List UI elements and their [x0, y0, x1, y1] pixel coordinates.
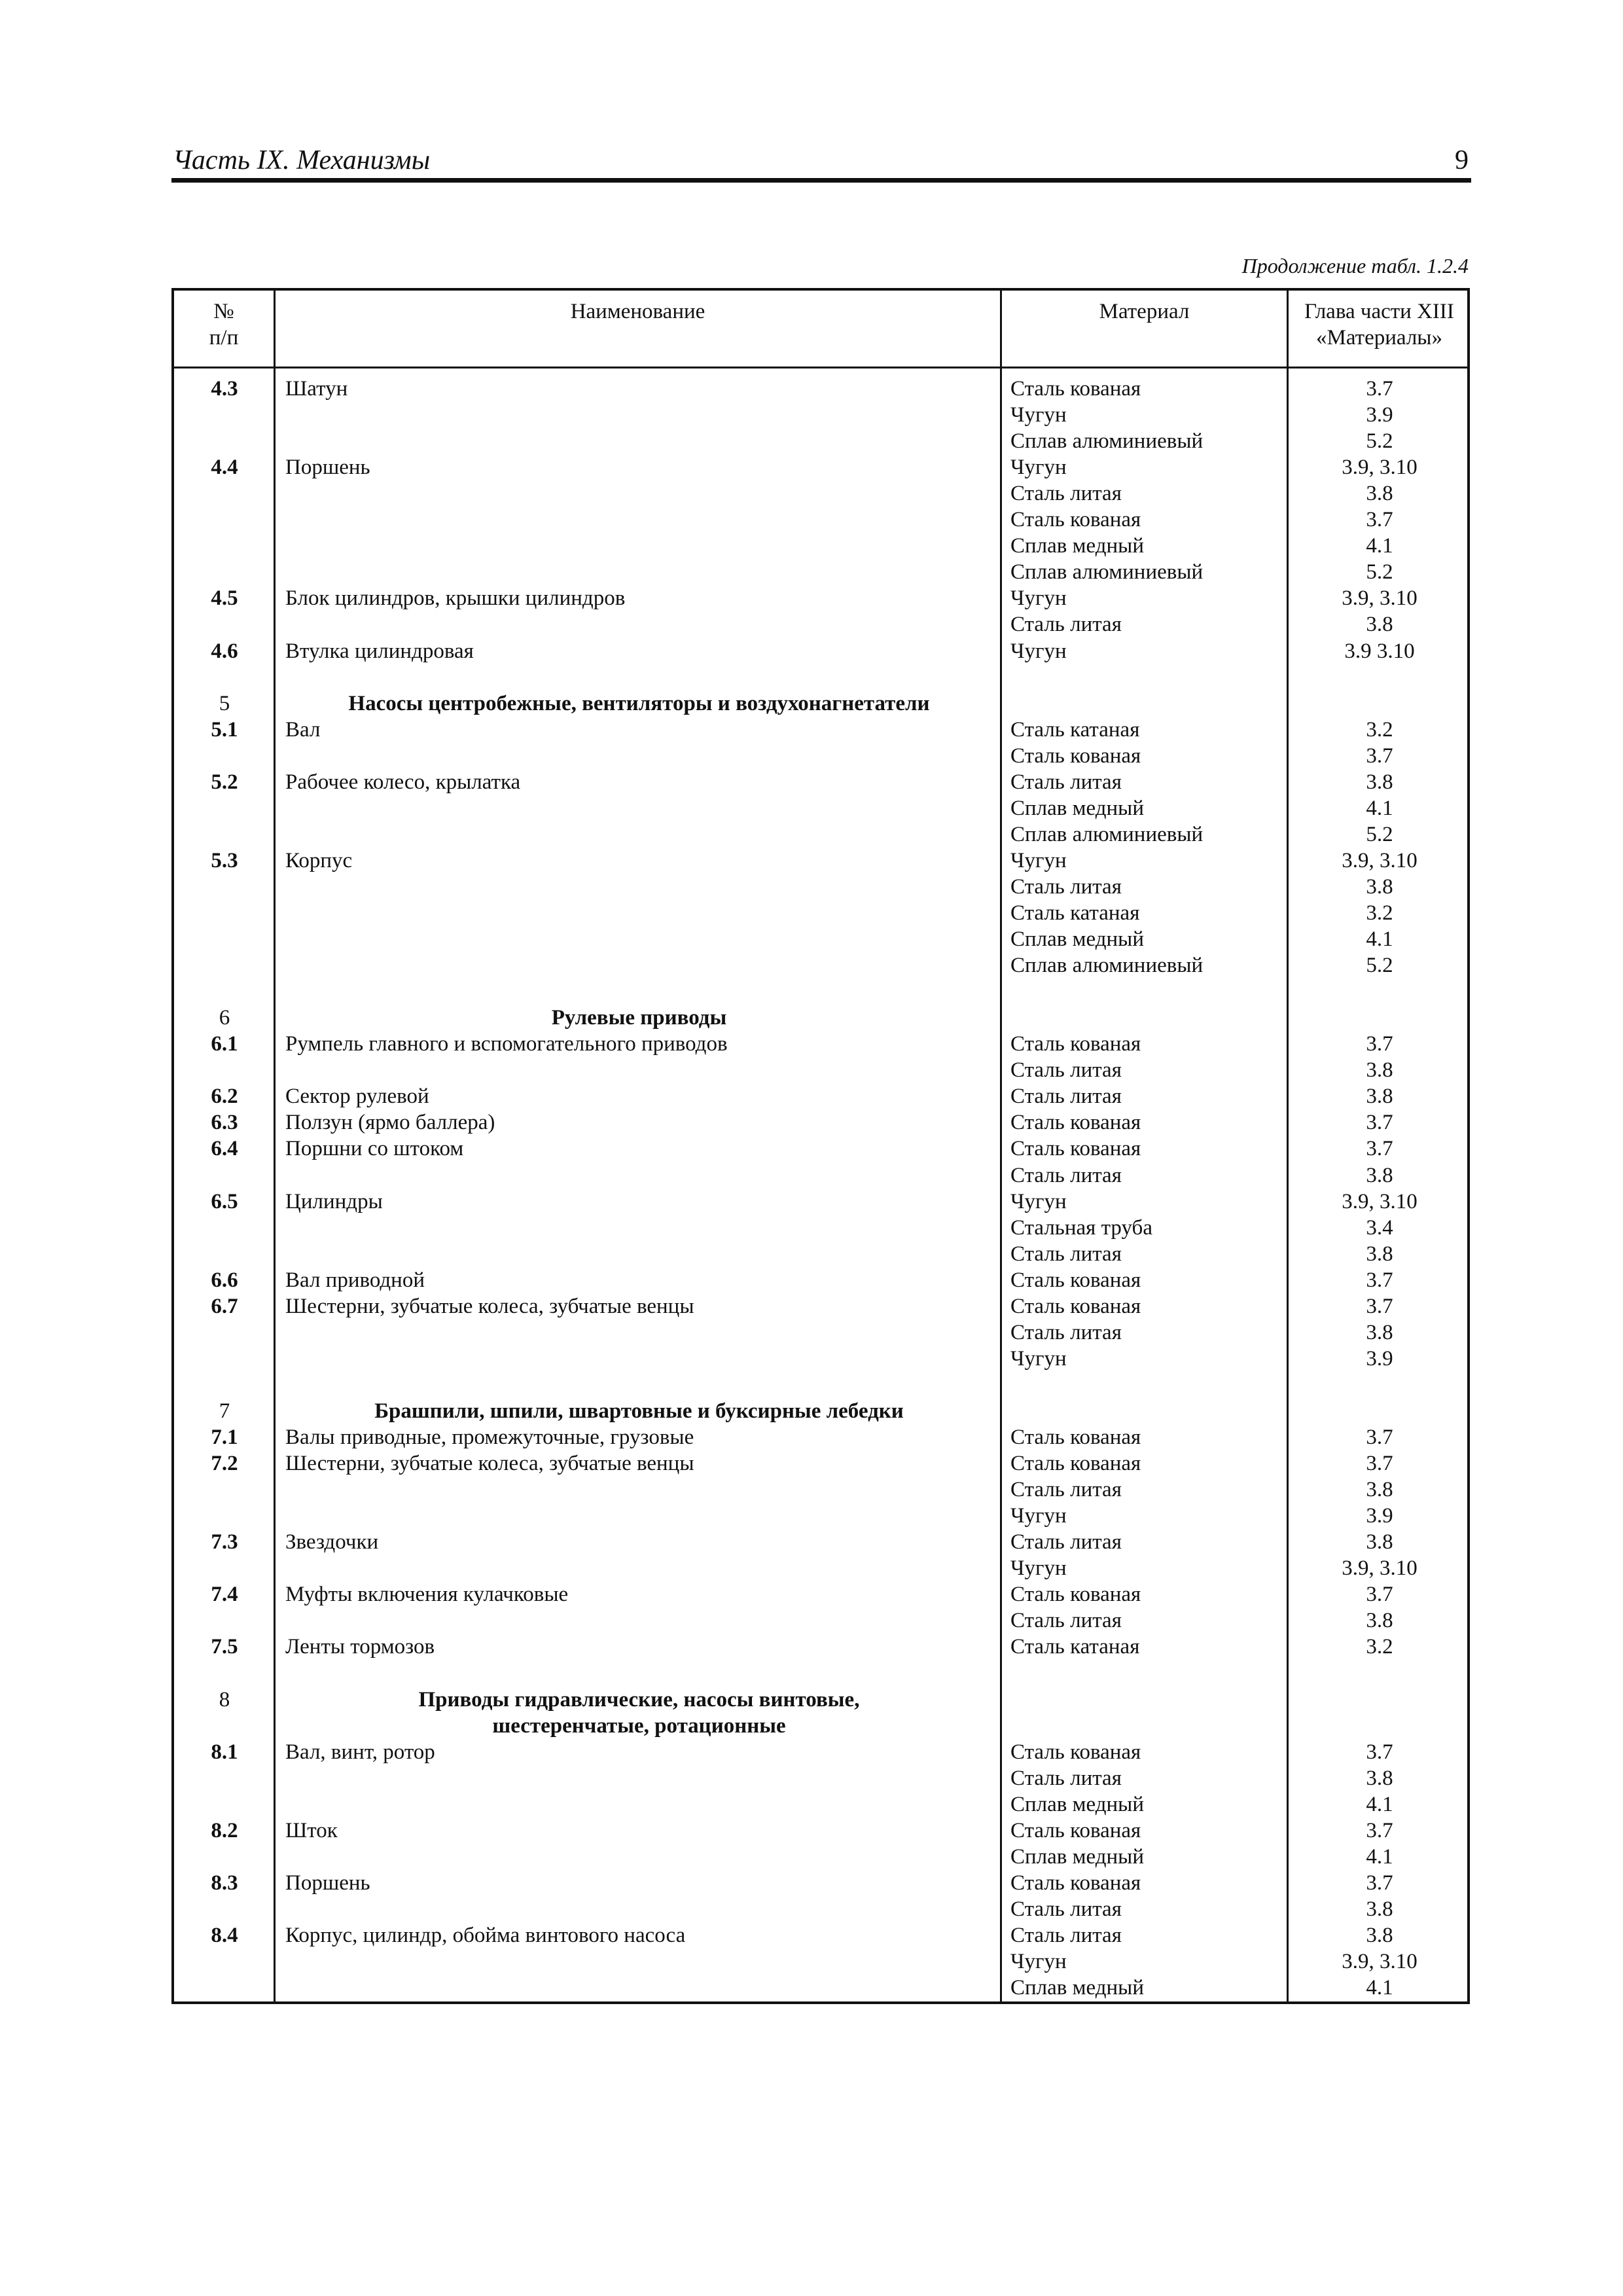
- chapter-cell: 3.7: [1366, 744, 1393, 768]
- chapter-cell: 3.2: [1366, 901, 1393, 925]
- item-number: 6.4: [211, 1137, 238, 1160]
- item-number: 8.3: [211, 1871, 238, 1895]
- material-cell: Сталь кованая: [1010, 508, 1141, 531]
- chapter-cell: 3.7: [1366, 1137, 1393, 1160]
- chapter-cell: 3.8: [1366, 1609, 1393, 1632]
- material-cell: Сталь литая: [1010, 875, 1122, 899]
- section-title: Рулевые приводы: [551, 1006, 727, 1030]
- chapter-cell: 3.9, 3.10: [1342, 1190, 1418, 1213]
- item-name: Рабочее колесо, крылатка: [285, 770, 521, 794]
- section-number: 8: [219, 1688, 230, 1712]
- section-number: 5: [219, 692, 230, 715]
- item-name: Поршень: [285, 1871, 370, 1895]
- item-name: Сектор рулевой: [285, 1085, 429, 1108]
- material-cell: Сталь кованая: [1010, 377, 1141, 401]
- chapter-cell: 3.2: [1366, 718, 1393, 742]
- material-cell: Сталь литая: [1010, 1321, 1122, 1344]
- chapter-cell: 3.7: [1366, 1583, 1393, 1606]
- chapter-cell: 3.9, 3.10: [1342, 1556, 1418, 1580]
- chapter-cell: 3.8: [1366, 875, 1393, 899]
- item-name: Румпель главного и вспомогательного приводов: [285, 1032, 728, 1056]
- item-number: 6.2: [211, 1085, 238, 1108]
- material-cell: Сплав медный: [1010, 927, 1144, 951]
- chapter-cell: 3.8: [1366, 1924, 1393, 1947]
- section-title: шестеренчатые, ротационные: [492, 1714, 786, 1738]
- material-cell: Сталь литая: [1010, 1897, 1122, 1921]
- item-name: Блок цилиндров, крышки цилиндров: [285, 586, 626, 610]
- chapter-cell: 3.9, 3.10: [1342, 849, 1418, 872]
- chapter-cell: 3.7: [1366, 377, 1393, 401]
- running-head: [171, 143, 1471, 178]
- part-title: Часть IX. Механизмы: [173, 145, 431, 175]
- chapter-cell: 3.9, 3.10: [1342, 586, 1418, 610]
- item-number: 7.2: [211, 1452, 238, 1475]
- material-cell: Сплав алюминиевый: [1010, 429, 1204, 453]
- material-cell: Сплав алюминиевый: [1010, 954, 1204, 977]
- item-name: Ползун (ярмо баллера): [285, 1111, 495, 1134]
- chapter-cell: 3.8: [1366, 613, 1393, 636]
- chapter-cell: 3.8: [1366, 770, 1393, 794]
- chapter-cell: 3.9, 3.10: [1342, 456, 1418, 479]
- material-cell: Сталь литая: [1010, 1767, 1122, 1790]
- item-name: Корпус, цилиндр, обойма винтового насоса: [285, 1924, 686, 1947]
- item-number: 8.2: [211, 1819, 238, 1842]
- item-number: 7.4: [211, 1583, 238, 1606]
- item-name: Валы приводные, промежуточные, грузовые: [285, 1426, 694, 1449]
- material-cell: Сталь катаная: [1010, 901, 1140, 925]
- header-divider: [174, 367, 1467, 368]
- material-cell: Сталь катаная: [1010, 1635, 1140, 1659]
- column-header-chapter: Глава части XIII «Материалы»: [1304, 300, 1454, 350]
- item-name: Втулка цилиндровая: [285, 639, 474, 663]
- chapter-cell: 3.8: [1366, 1767, 1393, 1790]
- material-cell: Чугун: [1010, 1504, 1067, 1528]
- material-cell: Чугун: [1010, 403, 1067, 427]
- item-name: Шток: [285, 1819, 338, 1842]
- header-rule: [171, 178, 1471, 183]
- chapter-cell: 3.7: [1366, 508, 1393, 531]
- section-number: 6: [219, 1006, 230, 1030]
- material-cell: Сталь литая: [1010, 613, 1122, 636]
- material-cell: Сталь кованая: [1010, 1819, 1141, 1842]
- material-cell: Сталь литая: [1010, 1609, 1122, 1632]
- material-cell: Стальная труба: [1010, 1216, 1152, 1240]
- material-cell: Сталь кованая: [1010, 1268, 1141, 1292]
- material-cell: Чугун: [1010, 586, 1067, 610]
- item-number: 7.1: [211, 1426, 238, 1449]
- chapter-cell: 4.1: [1366, 797, 1393, 820]
- material-cell: Сталь кованая: [1010, 1871, 1141, 1895]
- material-cell: Сталь кованая: [1010, 1295, 1141, 1318]
- material-cell: Сталь литая: [1010, 1058, 1122, 1082]
- chapter-cell: 3.8: [1366, 482, 1393, 505]
- material-cell: Сплав медный: [1010, 1845, 1144, 1869]
- item-name: Ленты тормозов: [285, 1635, 435, 1659]
- chapter-cell: 3.8: [1366, 1242, 1393, 1266]
- material-cell: Сталь литая: [1010, 482, 1122, 505]
- material-cell: Сталь кованая: [1010, 1032, 1141, 1056]
- item-number: 6.5: [211, 1190, 238, 1213]
- chapter-cell: 3.8: [1366, 1085, 1393, 1108]
- material-cell: Сталь кованая: [1010, 1452, 1141, 1475]
- section-title: Брашпили, шпили, швартовные и буксирные лебедки: [374, 1399, 904, 1423]
- material-cell: Сталь литая: [1010, 1164, 1122, 1187]
- chapter-cell: 3.8: [1366, 1321, 1393, 1344]
- chapter-cell: 3.7: [1366, 1032, 1393, 1056]
- chapter-cell: 3.7: [1366, 1426, 1393, 1449]
- chapter-cell: 4.1: [1366, 534, 1393, 558]
- table-caption: Продолжение табл. 1.2.4: [1241, 254, 1469, 278]
- material-cell: Сталь катаная: [1010, 718, 1140, 742]
- material-cell: Сталь кованая: [1010, 1426, 1141, 1449]
- material-cell: Сталь кованая: [1010, 1111, 1141, 1134]
- item-number: 6.1: [211, 1032, 238, 1056]
- chapter-cell: 4.1: [1366, 1793, 1393, 1816]
- chapter-cell: 4.1: [1366, 1976, 1393, 2000]
- chapter-cell: 3.9: [1366, 1504, 1393, 1528]
- item-number: 8.4: [211, 1924, 238, 1947]
- chapter-cell: 3.2: [1366, 1635, 1393, 1659]
- chapter-cell: 3.7: [1366, 1111, 1393, 1134]
- chapter-cell: 3.7: [1366, 1740, 1393, 1764]
- chapter-cell: 3.7: [1366, 1871, 1393, 1895]
- material-cell: Сплав медный: [1010, 1976, 1144, 2000]
- chapter-cell: 3.9: [1366, 403, 1393, 427]
- material-cell: Чугун: [1010, 849, 1067, 872]
- column-header-num: № п/п: [209, 300, 239, 350]
- material-cell: Сталь литая: [1010, 1924, 1122, 1947]
- item-number: 4.6: [211, 639, 238, 663]
- item-number: 4.3: [211, 377, 238, 401]
- chapter-cell: 4.1: [1366, 1845, 1393, 1869]
- column-header-material: Материал: [1099, 300, 1190, 323]
- chapter-cell: 3.8: [1366, 1530, 1393, 1554]
- material-cell: Чугун: [1010, 639, 1067, 663]
- item-number: 7.5: [211, 1635, 238, 1659]
- item-name: Вал: [285, 718, 321, 742]
- chapter-cell: 3.8: [1366, 1058, 1393, 1082]
- material-cell: Сплав медный: [1010, 534, 1144, 558]
- page-number: 9: [1455, 145, 1469, 175]
- item-name: Звездочки: [285, 1530, 379, 1554]
- material-cell: Сплав медный: [1010, 1793, 1144, 1816]
- chapter-cell: 3.7: [1366, 1819, 1393, 1842]
- item-name: Поршень: [285, 456, 370, 479]
- item-number: 5.3: [211, 849, 238, 872]
- chapter-cell: 3.9, 3.10: [1342, 1950, 1418, 1973]
- item-number: 4.4: [211, 456, 238, 479]
- material-cell: Сталь кованая: [1010, 1740, 1141, 1764]
- item-name: Поршни со штоком: [285, 1137, 464, 1160]
- material-cell: Сталь литая: [1010, 1530, 1122, 1554]
- material-cell: Сталь кованая: [1010, 1583, 1141, 1606]
- item-name: Шестерни, зубчатые колеса, зубчатые венцы: [285, 1452, 694, 1475]
- chapter-cell: 5.2: [1366, 429, 1393, 453]
- chapter-cell: 3.8: [1366, 1478, 1393, 1501]
- item-name: Корпус: [285, 849, 353, 872]
- material-cell: Сплав алюминиевый: [1010, 560, 1204, 584]
- material-cell: Сталь кованая: [1010, 744, 1141, 768]
- column-divider: [1000, 291, 1002, 2001]
- item-number: 8.1: [211, 1740, 238, 1764]
- material-cell: Сталь литая: [1010, 770, 1122, 794]
- material-cell: Сталь литая: [1010, 1478, 1122, 1501]
- chapter-cell: 5.2: [1366, 823, 1393, 846]
- material-cell: Сталь литая: [1010, 1085, 1122, 1108]
- column-header-name: Наименование: [570, 300, 705, 323]
- item-name: Вал, винт, ротор: [285, 1740, 435, 1764]
- material-cell: Чугун: [1010, 456, 1067, 479]
- item-number: 4.5: [211, 586, 238, 610]
- chapter-cell: 3.7: [1366, 1452, 1393, 1475]
- chapter-cell: 3.7: [1366, 1268, 1393, 1292]
- item-name: Вал приводной: [285, 1268, 425, 1292]
- chapter-cell: 3.9 3.10: [1344, 639, 1415, 663]
- material-cell: Чугун: [1010, 1190, 1067, 1213]
- materials-table: [171, 288, 1470, 2004]
- item-number: 6.7: [211, 1295, 238, 1318]
- material-cell: Чугун: [1010, 1556, 1067, 1580]
- material-cell: Сплав медный: [1010, 797, 1144, 820]
- chapter-cell: 3.9: [1366, 1347, 1393, 1371]
- chapter-cell: 3.8: [1366, 1164, 1393, 1187]
- column-divider: [1287, 291, 1289, 2001]
- material-cell: Чугун: [1010, 1950, 1067, 1973]
- chapter-cell: 5.2: [1366, 560, 1393, 584]
- section-number: 7: [219, 1399, 230, 1423]
- item-name: Цилиндры: [285, 1190, 383, 1213]
- material-cell: Сталь литая: [1010, 1242, 1122, 1266]
- item-number: 5.1: [211, 718, 238, 742]
- chapter-cell: 3.8: [1366, 1897, 1393, 1921]
- item-name: Шатун: [285, 377, 348, 401]
- material-cell: Сталь кованая: [1010, 1137, 1141, 1160]
- item-number: 7.3: [211, 1530, 238, 1554]
- chapter-cell: 3.4: [1366, 1216, 1393, 1240]
- material-cell: Сплав алюминиевый: [1010, 823, 1204, 846]
- item-number: 5.2: [211, 770, 238, 794]
- chapter-cell: 5.2: [1366, 954, 1393, 977]
- section-title: Насосы центробежные, вентиляторы и воздухонагнетатели: [348, 692, 930, 715]
- item-number: 6.3: [211, 1111, 238, 1134]
- item-number: 6.6: [211, 1268, 238, 1292]
- item-name: Муфты включения кулачковые: [285, 1583, 569, 1606]
- chapter-cell: 4.1: [1366, 927, 1393, 951]
- item-name: Шестерни, зубчатые колеса, зубчатые венцы: [285, 1295, 694, 1318]
- section-title: Приводы гидравлические, насосы винтовые,: [418, 1688, 860, 1712]
- chapter-cell: 3.7: [1366, 1295, 1393, 1318]
- material-cell: Чугун: [1010, 1347, 1067, 1371]
